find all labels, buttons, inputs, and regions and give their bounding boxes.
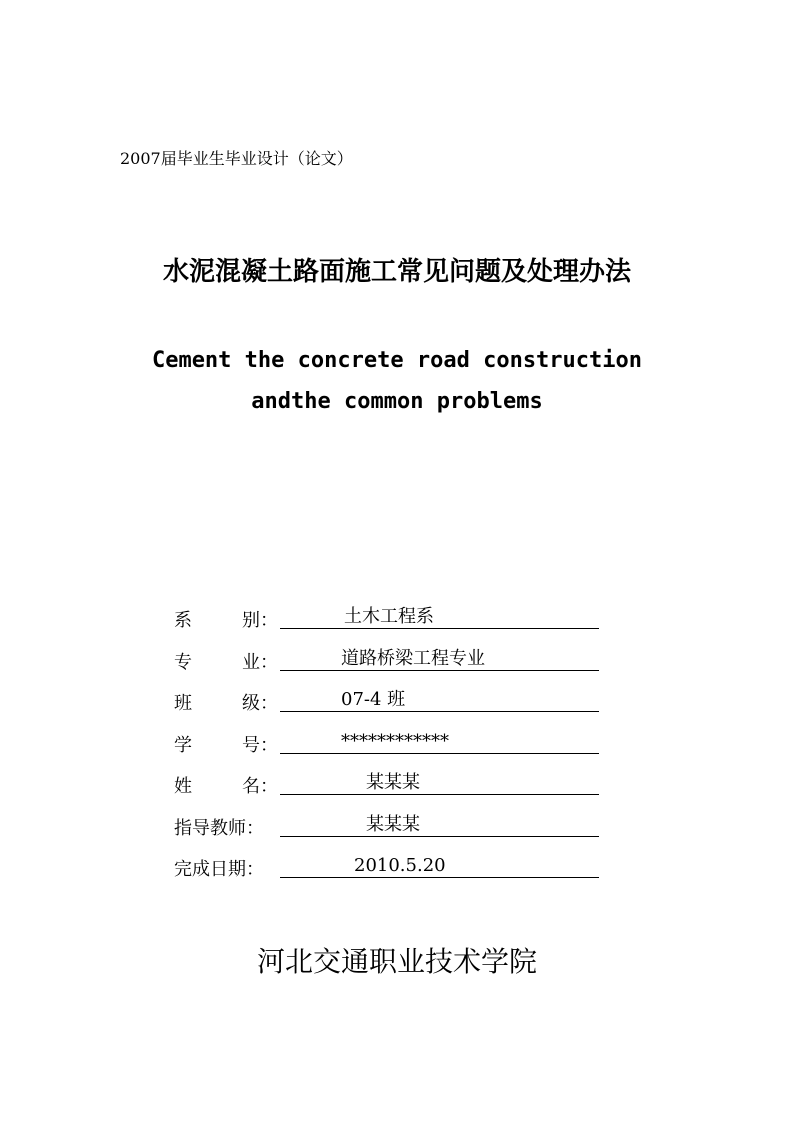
department-label-char: 系: [174, 610, 192, 631]
title-english-line-1: Cement the concrete road construction: [151, 348, 643, 373]
date-label-text: 完成日期：: [174, 859, 264, 880]
advisor-value: 某某某: [366, 813, 420, 835]
name-field: [280, 772, 599, 795]
department-label-suffix: 别：: [242, 610, 278, 631]
class-value: 07-4 班: [341, 689, 406, 710]
major-field: [280, 648, 599, 671]
major-label-char: 专: [174, 651, 192, 673]
name-label-char: 姓: [174, 776, 192, 797]
date-value: 2010.5.20: [354, 855, 446, 876]
major-label: [174, 646, 278, 676]
student-id-field: [280, 731, 599, 754]
info-row-major: [174, 643, 604, 685]
name-label: [174, 770, 278, 800]
student-id-label-suffix: 号：: [242, 734, 278, 756]
school-name: 河北交通职业技术学院: [256, 945, 537, 978]
major-label-suffix: 业：: [242, 651, 278, 673]
info-row-class: [174, 684, 604, 726]
title-chinese: 水泥混凝土路面施工常见问题及处理办法: [162, 257, 631, 287]
info-row-name: [174, 767, 604, 809]
graduation-header: 2007届毕业生毕业设计（论文）: [120, 149, 353, 168]
major-value: 道路桥梁工程专业: [341, 647, 485, 669]
student-id-label: [174, 729, 278, 759]
class-label-char: 班: [174, 693, 192, 714]
info-row-date: [174, 850, 604, 892]
name-value: 某某某: [366, 772, 420, 793]
info-row-advisor: [174, 809, 604, 851]
date-label: [174, 853, 278, 883]
department-value: 土木工程系: [344, 606, 434, 627]
student-id-label-char: 学: [174, 734, 192, 756]
class-label: [174, 687, 278, 717]
student-id-value: ************: [341, 730, 449, 752]
class-label-suffix: 级：: [242, 693, 278, 714]
department-label: [174, 604, 278, 634]
advisor-field: [280, 814, 599, 837]
advisor-label: [174, 812, 278, 842]
title-english-line-2: andthe common problems: [251, 389, 543, 414]
class-field: [280, 689, 599, 712]
advisor-label-text: 指导教师：: [174, 817, 264, 839]
department-field: [280, 606, 599, 629]
info-row-student-id: [174, 726, 604, 768]
info-row-department: [174, 601, 604, 643]
student-info-block: [174, 601, 604, 892]
name-label-suffix: 名：: [242, 776, 278, 797]
date-field: [280, 855, 599, 878]
